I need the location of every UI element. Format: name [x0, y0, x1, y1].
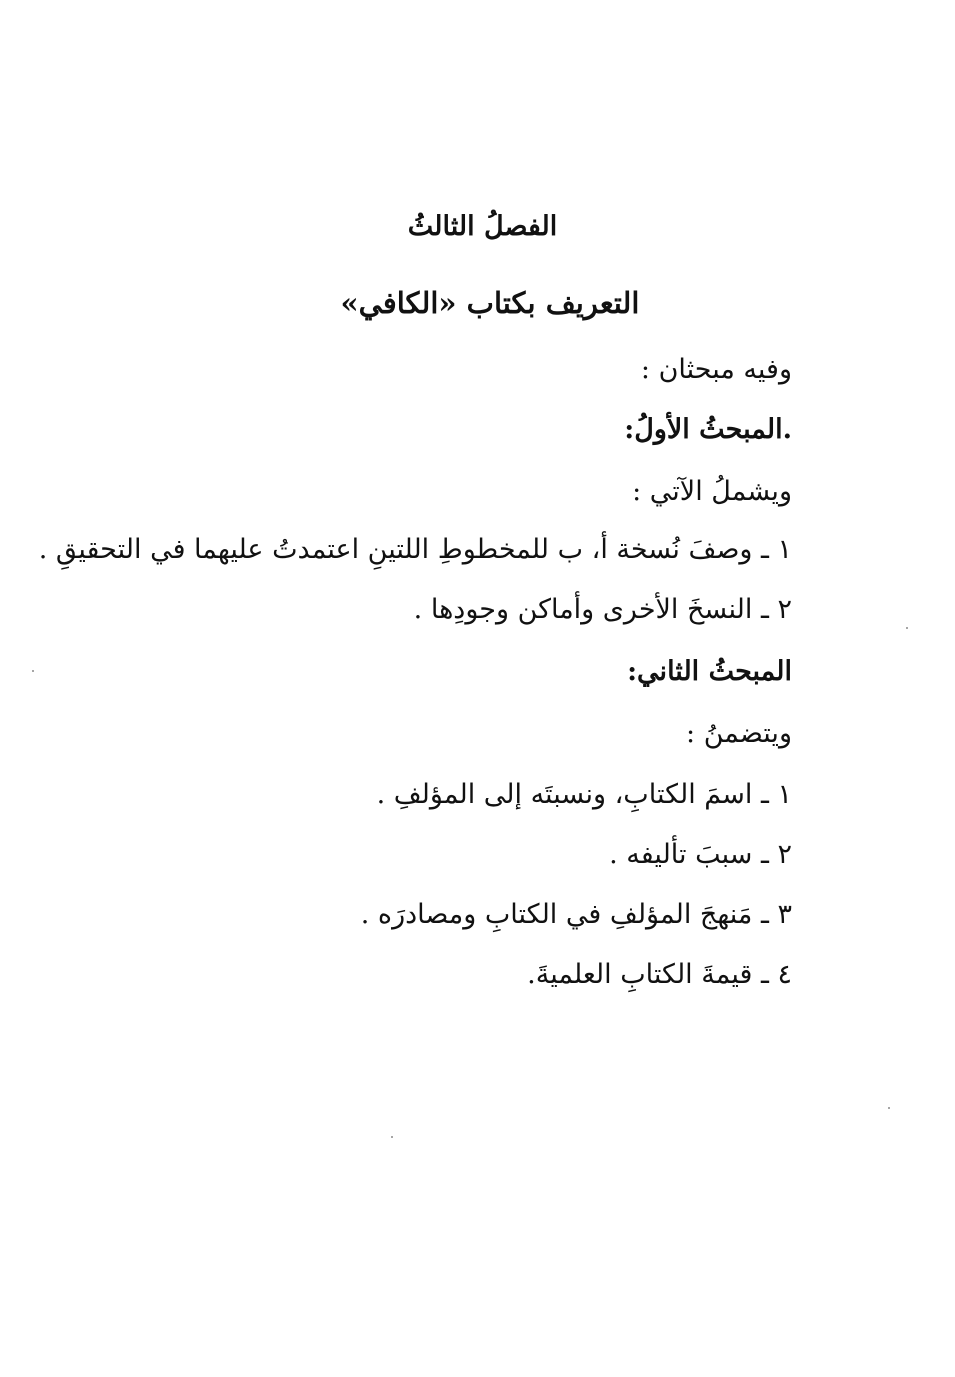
scan-speck [888, 1107, 890, 1109]
intro-line: وفيه مبحثان : [640, 354, 792, 385]
section2-item-1: ١ ـ اسمَ الكتابِ، ونسبتَه إلى المؤلفِ . [376, 779, 792, 810]
section2-heading: المبحثُ الثاني: [627, 656, 792, 687]
section1-item-2: ٢ ـ النسخَ الأخرى وأماكن وجودِها . [413, 594, 792, 625]
scan-speck [391, 1136, 393, 1138]
scan-speck [32, 670, 34, 672]
section1-item-1: ١ ـ وصفَ نُسخة أ، ب للمخطوطِ اللتينِ اعتمدتُ عليهما في التحقيقِ . [38, 534, 792, 565]
section1-lead: ويشملُ الآتي : [632, 476, 792, 507]
scan-speck [906, 627, 908, 629]
section2-item-2: ٢ ـ سببَ تأليفه . [609, 839, 792, 870]
section2-lead: ويتضمنُ : [686, 718, 792, 749]
chapter-title: الفصلُ الثالثُ [407, 211, 558, 242]
section1-heading: .المبحثُ الأولُ: [624, 414, 792, 445]
book-title: التعريف بكتاب «الكافي» [340, 286, 640, 320]
section2-item-4: ٤ ـ قيمةَ الكتابِ العلميةَ. [527, 959, 792, 990]
section2-item-3: ٣ ـ مَنهجَ المؤلفِ في الكتابِ ومصادرَه . [360, 899, 792, 930]
